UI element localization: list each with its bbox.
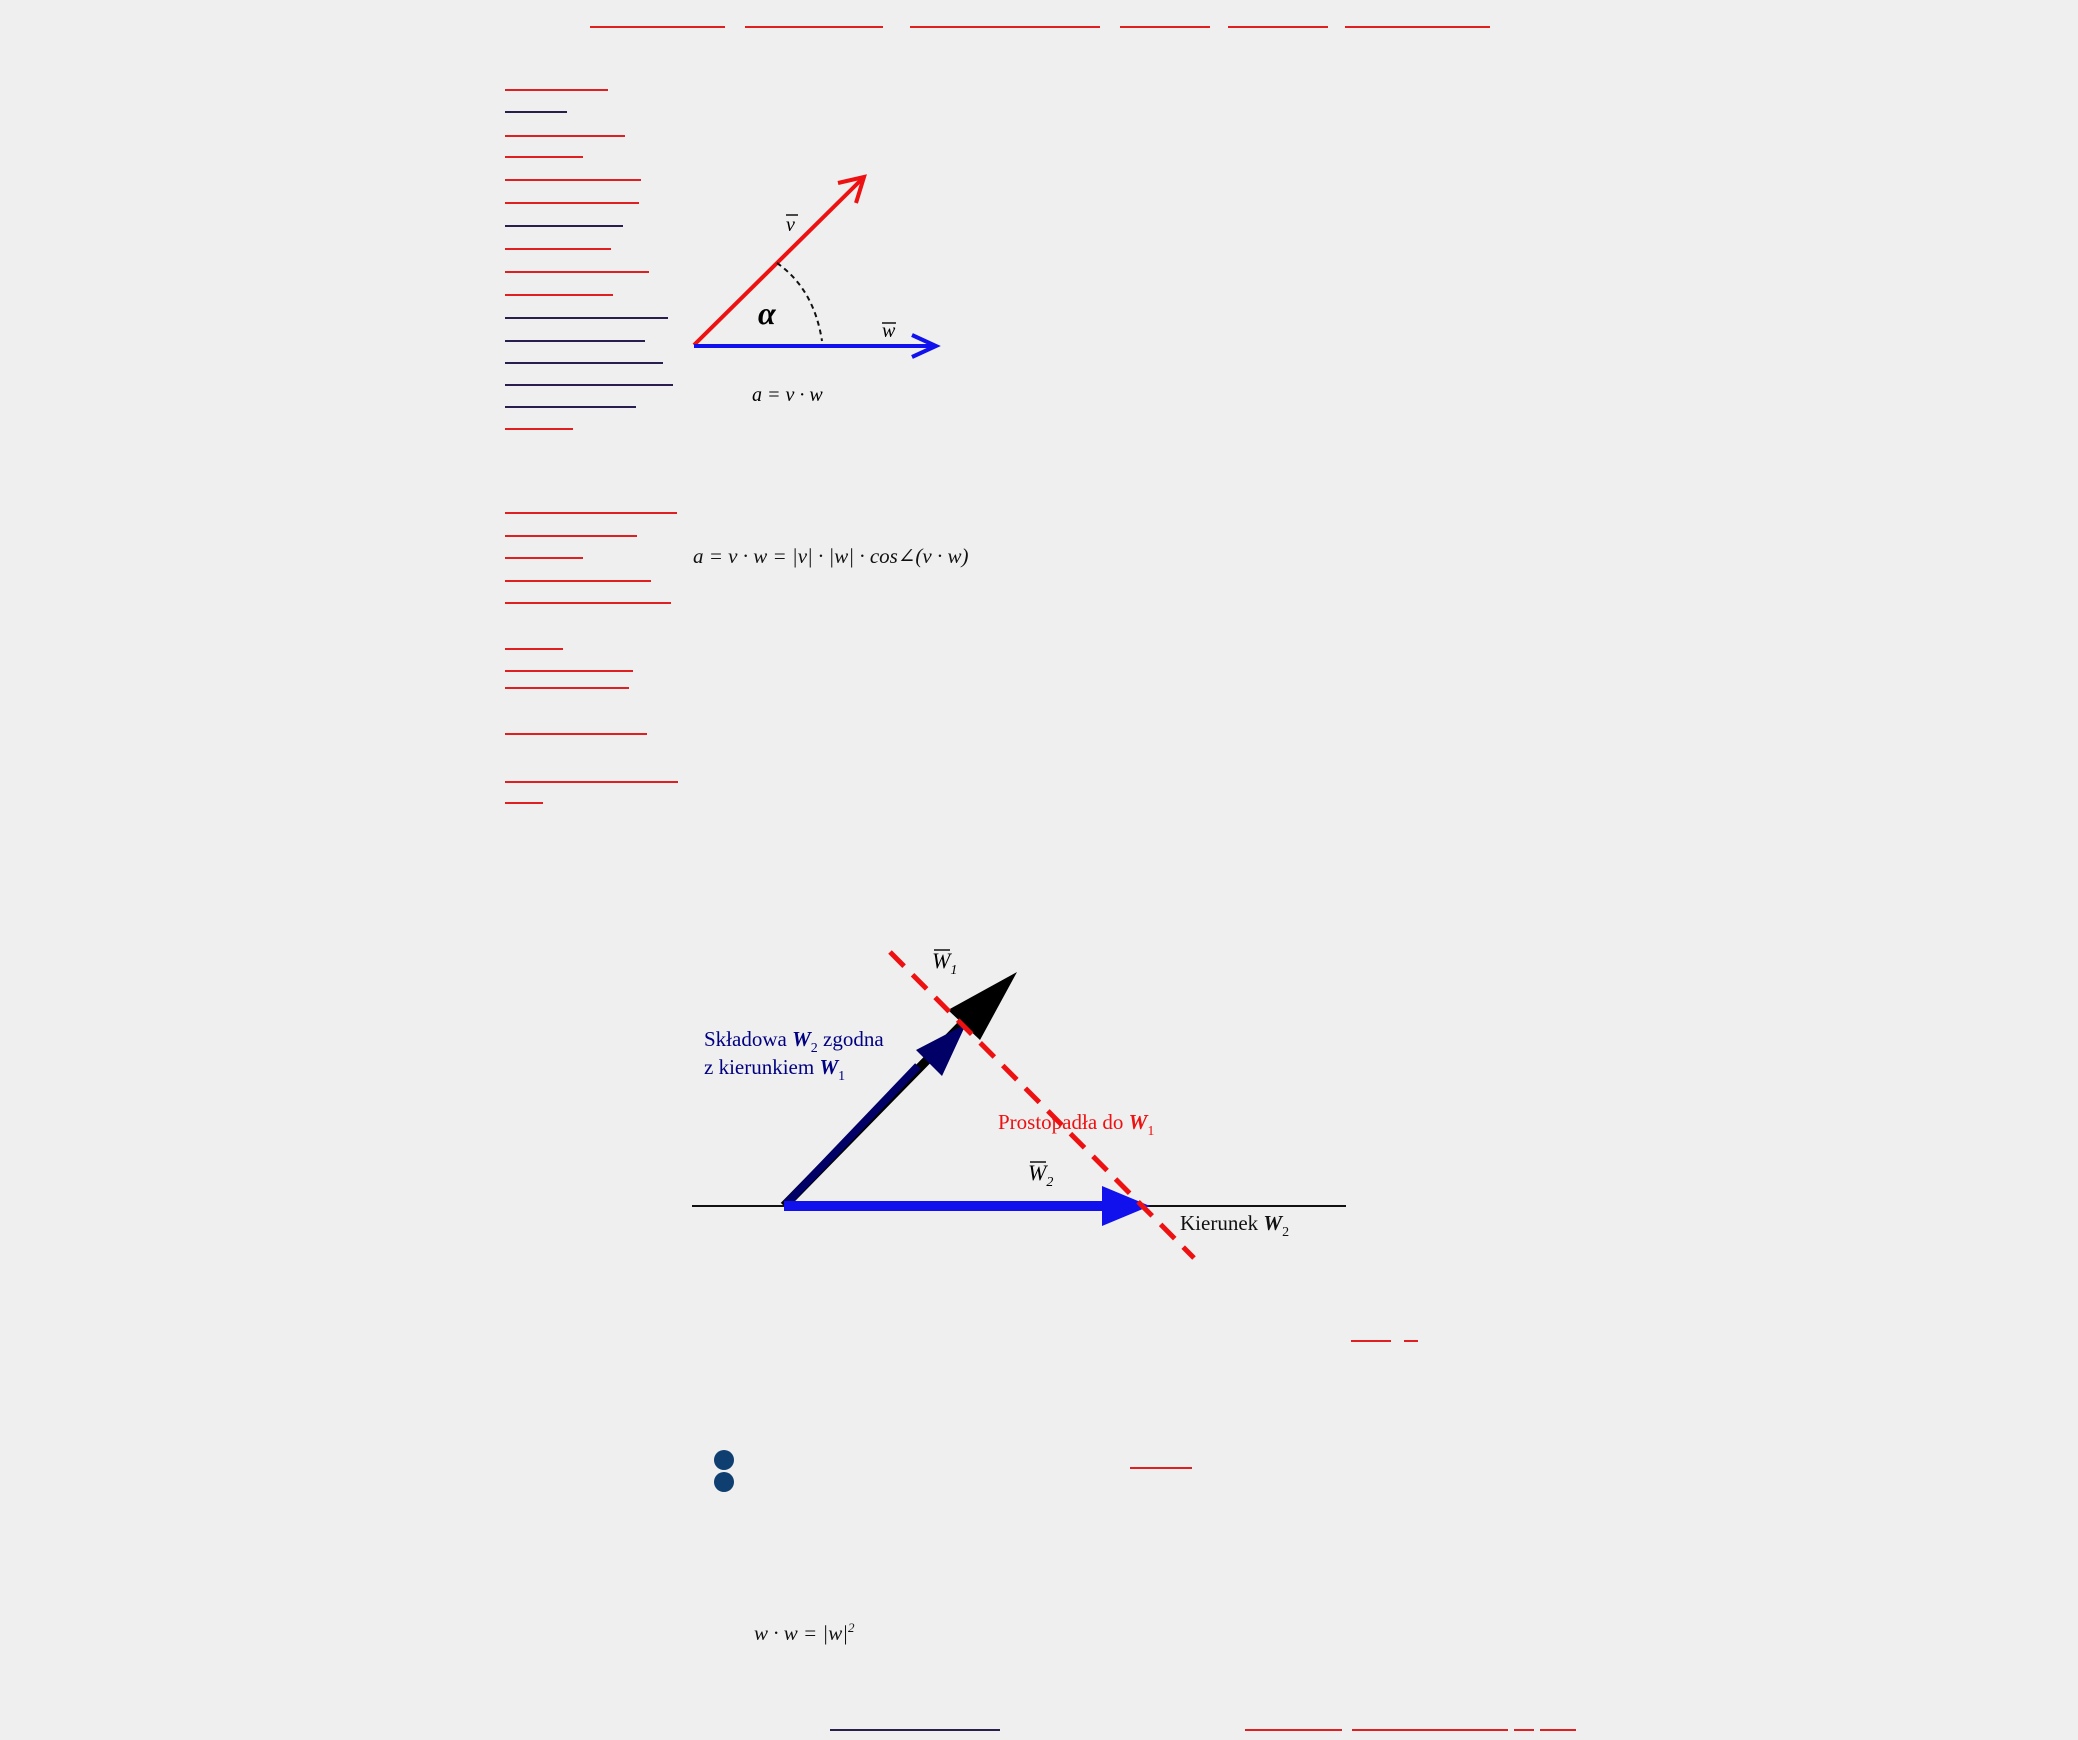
sidebar-link[interactable] [505, 648, 563, 650]
sidebar-link[interactable] [505, 271, 649, 273]
top-nav-link-6[interactable] [1345, 26, 1490, 28]
bullet-icon [714, 1450, 734, 1470]
sidebar-link[interactable] [505, 512, 677, 514]
square-formula [754, 1620, 855, 1646]
bullet-icon [714, 1472, 734, 1492]
top-nav-link-5[interactable] [1228, 26, 1328, 28]
square-formula-exponent: 2 [848, 1620, 855, 1635]
sidebar-link[interactable] [505, 294, 613, 296]
bottom-link[interactable] [1514, 1729, 1534, 1731]
sidebar-link[interactable] [505, 687, 629, 689]
sidebar-link[interactable] [505, 557, 583, 559]
sidebar-link[interactable] [505, 225, 623, 227]
bottom-link[interactable] [830, 1729, 1000, 1731]
component-caption-line-2: z kierunkiem $W_1$ [704, 1055, 846, 1084]
sidebar-link[interactable] [505, 580, 651, 582]
sidebar-link[interactable] [505, 670, 633, 672]
sidebar-link[interactable] [505, 317, 668, 319]
sidebar-link[interactable] [505, 248, 611, 250]
angle-arc [777, 263, 822, 341]
bottom-link[interactable] [1245, 1729, 1342, 1731]
angle-label: α [758, 295, 776, 331]
sidebar-link[interactable] [505, 733, 647, 735]
sidebar-link[interactable] [505, 384, 673, 386]
projection-figure [680, 940, 1360, 1270]
dot-product-figure [680, 165, 980, 415]
sidebar-link[interactable] [505, 156, 583, 158]
sidebar-link[interactable] [505, 111, 567, 113]
sidebar-link[interactable] [505, 602, 671, 604]
top-nav-link-4[interactable] [1120, 26, 1210, 28]
sidebar-link[interactable] [505, 406, 636, 408]
bottom-link[interactable] [1540, 1729, 1576, 1731]
sidebar-link[interactable] [505, 135, 625, 137]
direction-caption: Kierunek $W_2$ [1180, 1211, 1290, 1240]
inline-link[interactable] [1351, 1340, 1391, 1342]
sidebar-link[interactable] [505, 202, 639, 204]
component-caption-line-1: Składowa $W_2$ zgodna [704, 1027, 884, 1056]
sidebar-link[interactable] [505, 179, 641, 181]
bottom-link[interactable] [1352, 1729, 1508, 1731]
inline-link[interactable] [1404, 1340, 1418, 1342]
component-vector [786, 1066, 918, 1204]
sidebar-link[interactable] [505, 802, 543, 804]
cosine-formula: a = v · w = |v| · |w| · cos∠(v · w) [693, 544, 969, 568]
perpendicular-caption: Prostopadła do $W_1$ [998, 1110, 1155, 1139]
vector-w-label: w [882, 320, 896, 342]
sidebar-link[interactable] [505, 428, 573, 430]
dot-product-formula: a = v · w [752, 384, 823, 406]
sidebar-link[interactable] [505, 362, 663, 364]
w2-label: $W_2$ [1028, 1160, 1054, 1190]
sidebar-link[interactable] [505, 89, 608, 91]
top-nav-link-3[interactable] [910, 26, 1100, 28]
square-formula-body: w · w = |w| [754, 1621, 848, 1645]
sidebar-link[interactable] [505, 340, 645, 342]
sidebar-link[interactable] [505, 781, 678, 783]
top-nav-link-1[interactable] [590, 26, 725, 28]
perpendicular-line [890, 952, 1194, 1258]
sidebar-link[interactable] [505, 535, 637, 537]
vector-v [694, 179, 862, 345]
w1-label: $W_1$ [932, 948, 958, 978]
top-nav-link-2[interactable] [745, 26, 883, 28]
vector-v-label: v [786, 214, 795, 236]
inline-link[interactable] [1130, 1467, 1192, 1469]
